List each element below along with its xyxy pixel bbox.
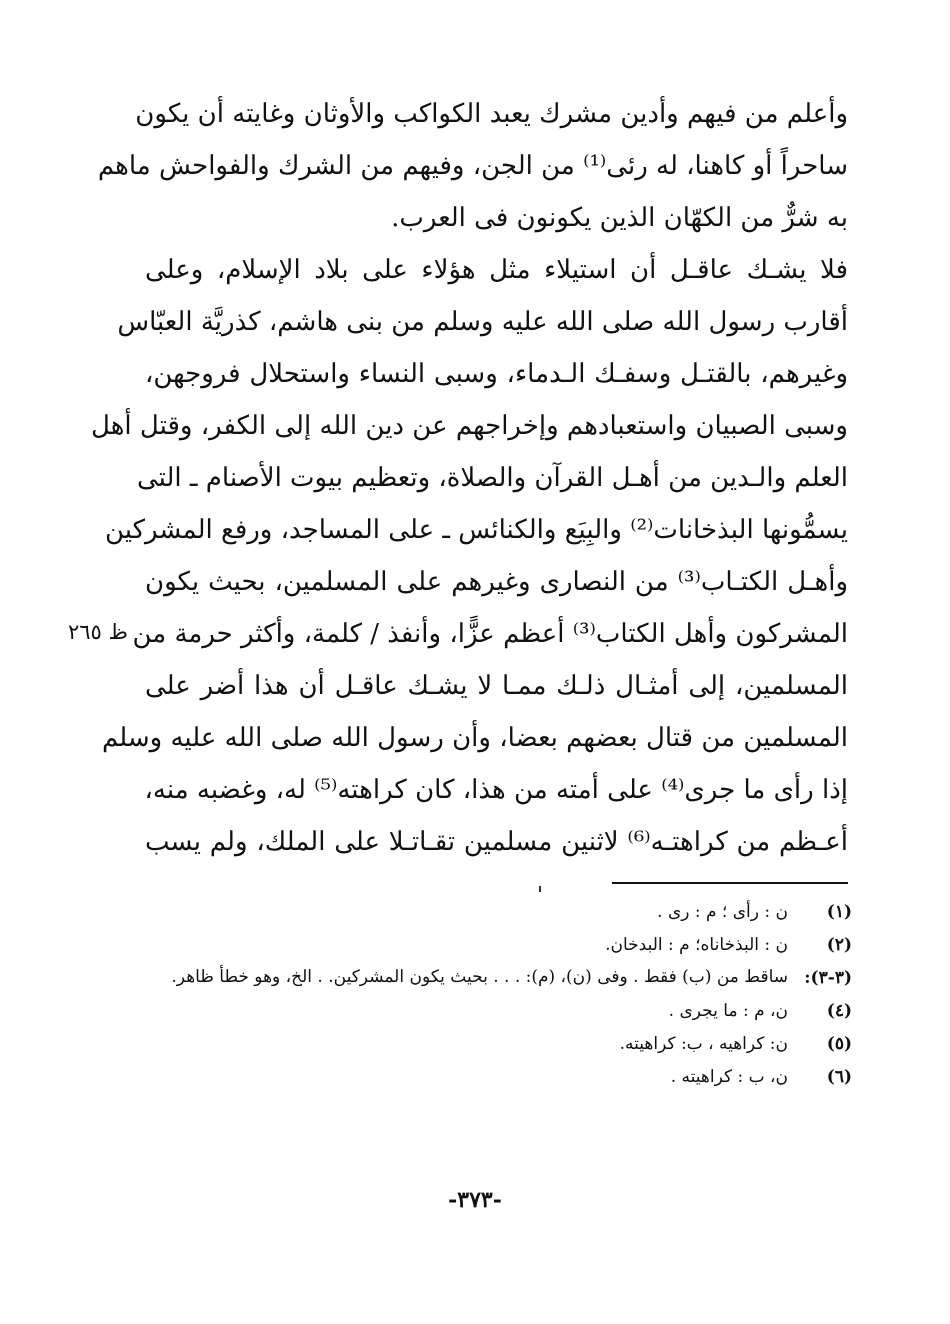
footnotes	[160, 896, 852, 1094]
body-line: وأهـل الكتـاب⁽³⁾ من النصارى وغيرهم على المسلمين، بحيث يكون	[145, 567, 848, 597]
page-number: -٣٧٣-	[448, 1187, 502, 1213]
footnote	[160, 962, 852, 995]
footnote-number: (١)	[826, 902, 852, 922]
footnote	[160, 1061, 852, 1094]
footnote-text: ن: كراهيه ، ب: كراهيته.	[619, 1034, 788, 1054]
footnote-number: (٤)	[826, 1001, 852, 1021]
footnote	[160, 896, 852, 929]
body-line: وغيرهم، بالقتـل وسفـك الـدماء، وسبى النساء واستحلال فروجهن،	[145, 359, 848, 389]
body-line: العلم والـدين من أهـل القرآن والصلاة، وتعظيم بيوت الأصنام ـ التى	[136, 463, 848, 493]
footnote	[160, 929, 852, 962]
body-line: ساحراً أو كاهنا، له رئى⁽¹⁾ من الجن، وفيهم من الشرك والفواحش ماهم	[97, 151, 848, 181]
manuscript-folio-note: ظ ٢٦٥	[68, 620, 128, 644]
scan-speck	[539, 886, 541, 892]
body-line: المشركون وأهل الكتاب⁽³⁾ أعظم عزًّا، وأنفذ / كلمة، وأكثر حرمة من	[132, 619, 848, 649]
body-line: أعـظم من كراهتـه⁽⁶⁾ لاثنين مسلمين تقـاتـلا على الملك، ولم يسب	[145, 827, 848, 857]
footnote-text: ن، ب : كراهيته .	[670, 1067, 788, 1087]
footnote-text: ن : رأى ؛ م : رى .	[657, 902, 788, 922]
footnote-number: (٦)	[826, 1067, 852, 1087]
footnote-text: ن، م : ما يجرى .	[668, 1001, 788, 1021]
footnote-number: (٣-٣):	[804, 968, 852, 988]
body-line: المسلمين من قتال بعضهم بعضا، وأن رسول الله صلى الله عليه وسلم	[101, 723, 848, 753]
body-line: فلا يشـك عاقـل أن استيلاء مثل هؤلاء على بلاد الإسلام، وعلى	[145, 255, 848, 285]
footnote	[160, 995, 852, 1028]
body-line: يسمُّونها البذخانات⁽²⁾ والبِيَع والكنائس ـ على المساجد، ورفع المشركين	[104, 515, 848, 545]
body-line: وسبى الصبيان واستعبادهم وإخراجهم عن دين الله إلى الكفر، وقتل أهل	[91, 411, 848, 441]
body-line: وأعلم من فيهم وأدين مشرك يعبد الكواكب والأوثان وغايته أن يكون	[135, 99, 848, 129]
footnote-number: (٥)	[826, 1034, 852, 1054]
footnote-separator	[612, 882, 848, 884]
body-line: إذا رأى ما جرى⁽⁴⁾ على أمته من هذا، كان كراهته⁽⁵⁾ له، وغضبه منه،	[144, 775, 848, 805]
footnote	[160, 1028, 852, 1061]
footnote-text: ن : البذخاناه؛ م : البدخان.	[605, 935, 788, 955]
body-line: أقارب رسول الله صلى الله عليه وسلم من بنى هاشم، كذريَّة العبّاس	[117, 307, 848, 337]
footnote-text: ساقط من (ب) فقط . وفى (ن)، (م): . . . بحيث يكون المشركين. . الخ، وهو خطأ ظاهر.	[171, 967, 788, 987]
body-line: به شرٌّ من الكهّان الذين يكونون فى العرب.	[391, 203, 848, 233]
footnote-number: (٢)	[826, 935, 852, 955]
body-line: المسلمين، إلى أمثـال ذلـك ممـا لا يشـك عاقـل أن هذا أضر على	[145, 671, 848, 701]
